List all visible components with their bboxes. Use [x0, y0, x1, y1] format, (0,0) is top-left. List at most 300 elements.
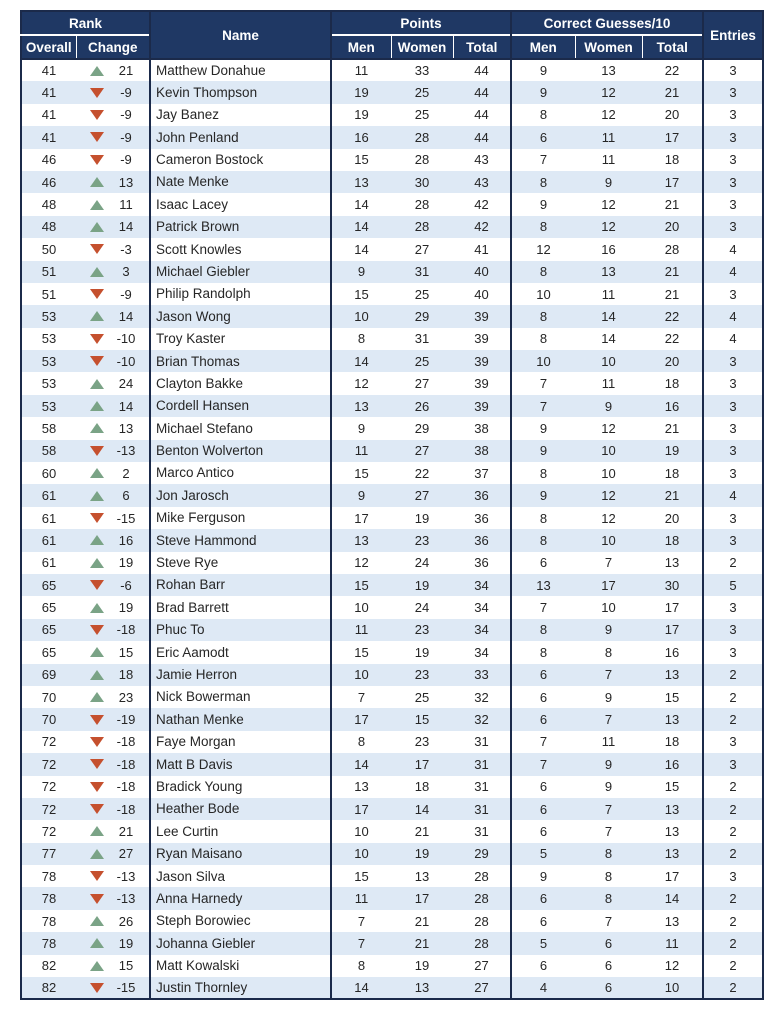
- cell-name: Rohan Barr: [150, 574, 331, 596]
- cell-guesses-women: 10: [601, 532, 616, 548]
- change-value: 2: [122, 465, 130, 481]
- down-triangle-icon: [90, 625, 104, 635]
- table-row: [21, 910, 763, 932]
- cell-name: Nick Bowerman: [150, 686, 331, 708]
- cell-guesses-total: 13: [664, 555, 680, 571]
- cell-change: [76, 261, 150, 283]
- cell-name: Jamie Herron: [150, 664, 331, 686]
- cell-points-women: 26: [414, 398, 430, 414]
- cell-points-total: 31: [474, 756, 489, 772]
- cell-guesses-total: 21: [664, 197, 680, 213]
- cell-guesses-total: 21: [664, 286, 680, 302]
- cell-overall: 61: [41, 532, 57, 548]
- cell-points-women: 27: [414, 376, 430, 392]
- table-row: [21, 126, 763, 148]
- cell-guesses-men: 8: [511, 305, 575, 327]
- cell-points-men: 9: [331, 417, 391, 439]
- cell-points-women: 31: [414, 331, 430, 347]
- cell-points-total: 32: [474, 689, 489, 705]
- col-header-guesses-men: Men: [511, 35, 575, 59]
- cell-points-total: 36: [474, 555, 489, 571]
- cell-points-women: 19: [414, 958, 430, 974]
- col-header-guesses-women: Women: [575, 35, 642, 59]
- cell-guesses-men: 6: [511, 708, 575, 730]
- cell-guesses-women: 14: [601, 308, 616, 324]
- table-row: [21, 395, 763, 417]
- cell-points-women: 29: [414, 420, 430, 436]
- change-value: 13: [118, 174, 134, 190]
- cell-entries: 3: [703, 619, 763, 641]
- cell-points-total: 33: [474, 667, 489, 683]
- cell-points-total: 31: [474, 779, 489, 795]
- cell-points-men: 7: [331, 910, 391, 932]
- cell-points-women: 29: [414, 308, 430, 324]
- down-triangle-icon: [90, 110, 104, 120]
- cell-entries: 3: [703, 753, 763, 775]
- cell-guesses-women: 10: [601, 600, 616, 616]
- cell-points-men: 7: [331, 932, 391, 954]
- cell-points-men: 12: [331, 552, 391, 574]
- cell-points-women: 17: [414, 891, 430, 907]
- col-header-entries: Entries: [703, 11, 763, 59]
- cell-entries: 3: [703, 193, 763, 215]
- cell-entries: 3: [703, 81, 763, 103]
- change-value: 13: [118, 420, 134, 436]
- up-triangle-icon: [90, 670, 104, 680]
- cell-points-total: 39: [474, 353, 489, 369]
- cell-guesses-women: 11: [601, 376, 616, 392]
- cell-points-women: 23: [414, 734, 430, 750]
- table-row: [21, 641, 763, 663]
- down-triangle-icon: [90, 446, 104, 456]
- cell-name: Steve Rye: [150, 552, 331, 574]
- cell-guesses-men: 10: [511, 283, 575, 305]
- cell-guesses-total: 17: [664, 129, 680, 145]
- cell-entries: 3: [703, 529, 763, 551]
- cell-points-men: 17: [331, 708, 391, 730]
- table-row: [21, 664, 763, 686]
- cell-guesses-men: 9: [511, 865, 575, 887]
- cell-points-total: 27: [474, 958, 489, 974]
- cell-name: Phuc To: [150, 619, 331, 641]
- cell-points-women: 28: [414, 152, 430, 168]
- cell-guesses-total: 13: [664, 667, 680, 683]
- up-triangle-icon: [90, 603, 104, 613]
- cell-guesses-total: 10: [664, 980, 680, 996]
- cell-guesses-women: 13: [601, 264, 616, 280]
- cell-guesses-total: 21: [664, 488, 680, 504]
- cell-name: Jason Silva: [150, 865, 331, 887]
- cell-points-women: 13: [414, 980, 430, 996]
- change-value: 24: [118, 376, 134, 392]
- cell-guesses-men: 9: [511, 417, 575, 439]
- cell-name: Matt B Davis: [150, 753, 331, 775]
- cell-guesses-total: 22: [664, 63, 680, 79]
- cell-guesses-total: 20: [664, 219, 680, 235]
- cell-overall: 41: [41, 85, 57, 101]
- cell-name: Steve Hammond: [150, 529, 331, 551]
- cell-points-men: 9: [331, 484, 391, 506]
- table-row: [21, 462, 763, 484]
- cell-points-women: 27: [414, 443, 430, 459]
- up-triangle-icon: [90, 379, 104, 389]
- cell-change: [76, 529, 150, 551]
- cell-overall: 82: [41, 980, 57, 996]
- cell-points-total: 40: [474, 286, 489, 302]
- cell-guesses-women: 11: [601, 734, 616, 750]
- cell-overall: 72: [41, 756, 57, 772]
- cell-guesses-men: 9: [511, 440, 575, 462]
- cell-name: Faye Morgan: [150, 731, 331, 753]
- cell-name: Jay Banez: [150, 104, 331, 126]
- cell-guesses-women: 11: [601, 152, 616, 168]
- table-row: [21, 507, 763, 529]
- cell-points-total: 31: [474, 823, 489, 839]
- cell-points-men: 11: [331, 440, 391, 462]
- cell-points-total: 28: [474, 913, 489, 929]
- down-triangle-icon: [90, 88, 104, 98]
- up-triangle-icon: [90, 692, 104, 702]
- cell-entries: 3: [703, 372, 763, 394]
- table-row: [21, 820, 763, 842]
- cell-guesses-total: 13: [664, 823, 680, 839]
- cell-guesses-total: 14: [664, 891, 680, 907]
- cell-points-total: 44: [474, 129, 489, 145]
- col-group-points: Points: [331, 11, 511, 35]
- cell-change: [76, 238, 150, 260]
- cell-guesses-men: 9: [511, 81, 575, 103]
- cell-points-women: 23: [414, 667, 430, 683]
- cell-change: [76, 820, 150, 842]
- cell-change: [76, 350, 150, 372]
- cell-points-men: 12: [331, 372, 391, 394]
- cell-points-men: 10: [331, 843, 391, 865]
- cell-points-total: 39: [474, 331, 489, 347]
- cell-guesses-women: 7: [604, 555, 613, 571]
- cell-guesses-women: 10: [601, 443, 616, 459]
- cell-guesses-total: 16: [664, 398, 680, 414]
- cell-points-total: 32: [474, 712, 489, 728]
- cell-overall: 69: [41, 667, 57, 683]
- cell-guesses-women: 7: [604, 801, 613, 817]
- cell-change: [76, 305, 150, 327]
- cell-guesses-total: 18: [664, 532, 680, 548]
- up-triangle-icon: [90, 468, 104, 478]
- cell-points-total: 34: [474, 600, 489, 616]
- cell-overall: 53: [41, 331, 57, 347]
- cell-points-women: 22: [414, 465, 430, 481]
- up-triangle-icon: [90, 647, 104, 657]
- cell-guesses-total: 17: [664, 600, 680, 616]
- cell-points-men: 13: [331, 776, 391, 798]
- cell-points-men: 8: [331, 731, 391, 753]
- cell-guesses-men: 6: [511, 887, 575, 909]
- cell-points-total: 44: [474, 85, 489, 101]
- cell-points-total: 28: [474, 935, 489, 951]
- cell-guesses-men: 5: [511, 932, 575, 954]
- table-row: [21, 865, 763, 887]
- cell-points-total: 36: [474, 510, 489, 526]
- cell-points-women: 21: [414, 913, 430, 929]
- cell-points-women: 19: [414, 577, 430, 593]
- cell-change: [76, 843, 150, 865]
- cell-change: [76, 507, 150, 529]
- change-value: 18: [118, 667, 134, 683]
- cell-points-total: 44: [474, 107, 489, 123]
- cell-points-total: 44: [474, 63, 489, 79]
- change-value: -13: [116, 443, 136, 459]
- cell-guesses-total: 22: [664, 308, 680, 324]
- up-triangle-icon: [90, 267, 104, 277]
- cell-guesses-women: 12: [601, 107, 616, 123]
- cell-guesses-total: 21: [664, 264, 680, 280]
- up-triangle-icon: [90, 558, 104, 568]
- down-triangle-icon: [90, 759, 104, 769]
- cell-points-total: 31: [474, 734, 489, 750]
- cell-overall: 61: [41, 488, 57, 504]
- table-body: [21, 59, 763, 999]
- up-triangle-icon: [90, 401, 104, 411]
- cell-guesses-women: 11: [601, 286, 616, 302]
- cell-guesses-men: 9: [511, 484, 575, 506]
- table-row: [21, 149, 763, 171]
- cell-guesses-women: 14: [601, 331, 616, 347]
- cell-guesses-men: 8: [511, 261, 575, 283]
- up-triangle-icon: [90, 826, 104, 836]
- cell-points-women: 19: [414, 846, 430, 862]
- cell-name: Nate Menke: [150, 171, 331, 193]
- cell-change: [76, 372, 150, 394]
- cell-overall: 48: [41, 219, 57, 235]
- cell-guesses-women: 9: [604, 622, 613, 638]
- cell-guesses-women: 7: [604, 913, 613, 929]
- cell-name: Ryan Maisano: [150, 843, 331, 865]
- cell-entries: 3: [703, 171, 763, 193]
- change-value: 19: [118, 555, 134, 571]
- cell-points-total: 38: [474, 420, 489, 436]
- table-row: [21, 372, 763, 394]
- cell-entries: 3: [703, 865, 763, 887]
- cell-name: Jason Wong: [150, 305, 331, 327]
- change-value: 27: [118, 846, 134, 862]
- cell-name: Brian Thomas: [150, 350, 331, 372]
- cell-points-women: 27: [414, 241, 430, 257]
- cell-overall: 72: [41, 823, 57, 839]
- change-value: -18: [116, 756, 136, 772]
- change-value: 3: [122, 264, 130, 280]
- cell-overall: 41: [41, 129, 57, 145]
- table-row: [21, 261, 763, 283]
- cell-guesses-total: 17: [664, 868, 680, 884]
- cell-points-men: 11: [331, 887, 391, 909]
- cell-change: [76, 596, 150, 618]
- cell-name: Matthew Donahue: [150, 59, 331, 81]
- cell-overall: 78: [41, 891, 57, 907]
- cell-points-total: 43: [474, 152, 489, 168]
- cell-guesses-total: 13: [664, 846, 680, 862]
- cell-guesses-women: 9: [604, 174, 613, 190]
- cell-guesses-women: 11: [601, 129, 616, 145]
- cell-guesses-total: 19: [664, 443, 680, 459]
- change-value: 26: [118, 913, 134, 929]
- cell-change: [76, 395, 150, 417]
- cell-entries: 2: [703, 686, 763, 708]
- change-value: -3: [120, 241, 132, 257]
- cell-points-men: 11: [331, 59, 391, 81]
- leaderboard-table: [20, 10, 764, 1000]
- change-value: -10: [116, 353, 136, 369]
- cell-points-women: 23: [414, 532, 430, 548]
- cell-name: Heather Bode: [150, 798, 331, 820]
- cell-entries: 4: [703, 261, 763, 283]
- cell-guesses-women: 12: [601, 510, 616, 526]
- change-value: -9: [120, 152, 132, 168]
- cell-change: [76, 708, 150, 730]
- cell-overall: 65: [41, 600, 57, 616]
- cell-name: Jon Jarosch: [150, 484, 331, 506]
- cell-points-total: 27: [474, 980, 489, 996]
- cell-guesses-women: 10: [601, 465, 616, 481]
- cell-points-women: 19: [414, 510, 430, 526]
- cell-points-women: 25: [414, 107, 430, 123]
- cell-entries: 4: [703, 484, 763, 506]
- cell-change: [76, 552, 150, 574]
- cell-guesses-men: 13: [511, 574, 575, 596]
- up-triangle-icon: [90, 200, 104, 210]
- cell-points-men: 14: [331, 238, 391, 260]
- cell-guesses-men: 6: [511, 686, 575, 708]
- col-header-guesses-total: Total: [642, 35, 703, 59]
- table-row: [21, 887, 763, 909]
- down-triangle-icon: [90, 983, 104, 993]
- cell-points-men: 13: [331, 529, 391, 551]
- cell-entries: 2: [703, 798, 763, 820]
- cell-points-men: 9: [331, 261, 391, 283]
- cell-change: [76, 193, 150, 215]
- cell-points-total: 41: [474, 241, 489, 257]
- cell-name: Steph Borowiec: [150, 910, 331, 932]
- cell-guesses-total: 18: [664, 465, 680, 481]
- cell-change: [76, 887, 150, 909]
- cell-points-women: 25: [414, 353, 430, 369]
- change-value: 6: [122, 488, 130, 504]
- cell-entries: 3: [703, 395, 763, 417]
- cell-guesses-men: 6: [511, 910, 575, 932]
- cell-name: Eric Aamodt: [150, 641, 331, 663]
- cell-name: Matt Kowalski: [150, 955, 331, 977]
- down-triangle-icon: [90, 804, 104, 814]
- cell-entries: 2: [703, 887, 763, 909]
- cell-name: Isaac Lacey: [150, 193, 331, 215]
- table-row: [21, 552, 763, 574]
- cell-change: [76, 126, 150, 148]
- cell-entries: 2: [703, 776, 763, 798]
- cell-guesses-total: 11: [665, 935, 679, 951]
- cell-guesses-men: 4: [511, 977, 575, 999]
- cell-guesses-men: 8: [511, 507, 575, 529]
- up-triangle-icon: [90, 66, 104, 76]
- change-value: -10: [116, 331, 136, 347]
- table-row: [21, 708, 763, 730]
- cell-change: [76, 932, 150, 954]
- cell-overall: 78: [41, 935, 57, 951]
- cell-name: Michael Giebler: [150, 261, 331, 283]
- cell-entries: 2: [703, 932, 763, 954]
- cell-guesses-men: 7: [511, 372, 575, 394]
- col-header-name: Name: [150, 11, 331, 59]
- cell-entries: 3: [703, 507, 763, 529]
- cell-name: Philip Randolph: [150, 283, 331, 305]
- cell-guesses-men: 12: [511, 238, 575, 260]
- cell-change: [76, 686, 150, 708]
- cell-overall: 72: [41, 801, 57, 817]
- cell-guesses-men: 10: [511, 350, 575, 372]
- cell-guesses-women: 12: [601, 420, 616, 436]
- cell-guesses-women: 6: [604, 980, 613, 996]
- cell-overall: 61: [41, 510, 57, 526]
- cell-entries: 5: [703, 574, 763, 596]
- cell-change: [76, 753, 150, 775]
- cell-entries: 2: [703, 843, 763, 865]
- cell-guesses-women: 12: [601, 85, 616, 101]
- up-triangle-icon: [90, 491, 104, 501]
- cell-overall: 41: [41, 107, 57, 123]
- cell-entries: 2: [703, 708, 763, 730]
- cell-guesses-men: 6: [511, 776, 575, 798]
- cell-guesses-total: 13: [664, 913, 680, 929]
- cell-points-men: 15: [331, 574, 391, 596]
- cell-points-total: 34: [474, 644, 489, 660]
- cell-points-men: 16: [331, 126, 391, 148]
- table-row: [21, 776, 763, 798]
- cell-change: [76, 81, 150, 103]
- cell-entries: 3: [703, 283, 763, 305]
- cell-overall: 50: [41, 241, 57, 257]
- up-triangle-icon: [90, 535, 104, 545]
- down-triangle-icon: [90, 894, 104, 904]
- cell-change: [76, 619, 150, 641]
- cell-name: Lee Curtin: [150, 820, 331, 842]
- cell-name: Justin Thornley: [150, 977, 331, 999]
- cell-guesses-women: 12: [601, 197, 616, 213]
- change-value: 21: [118, 823, 134, 839]
- table-row: [21, 686, 763, 708]
- table-row: [21, 731, 763, 753]
- cell-guesses-women: 9: [604, 756, 613, 772]
- change-value: -9: [120, 85, 132, 101]
- cell-points-women: 28: [414, 129, 430, 145]
- cell-overall: 65: [41, 577, 57, 593]
- table-row: [21, 798, 763, 820]
- col-header-points-total: Total: [453, 35, 511, 59]
- cell-name: Brad Barrett: [150, 596, 331, 618]
- change-value: 19: [118, 600, 134, 616]
- change-value: -13: [116, 891, 136, 907]
- cell-change: [76, 149, 150, 171]
- cell-entries: 2: [703, 820, 763, 842]
- down-triangle-icon: [90, 782, 104, 792]
- cell-points-men: 14: [331, 350, 391, 372]
- cell-points-men: 13: [331, 395, 391, 417]
- cell-guesses-total: 20: [664, 353, 680, 369]
- cell-name: Troy Kaster: [150, 328, 331, 350]
- cell-points-total: 42: [474, 219, 489, 235]
- cell-guesses-men: 6: [511, 126, 575, 148]
- change-value: 11: [119, 197, 133, 213]
- cell-points-men: 13: [331, 171, 391, 193]
- cell-overall: 46: [41, 152, 57, 168]
- cell-points-men: 8: [331, 955, 391, 977]
